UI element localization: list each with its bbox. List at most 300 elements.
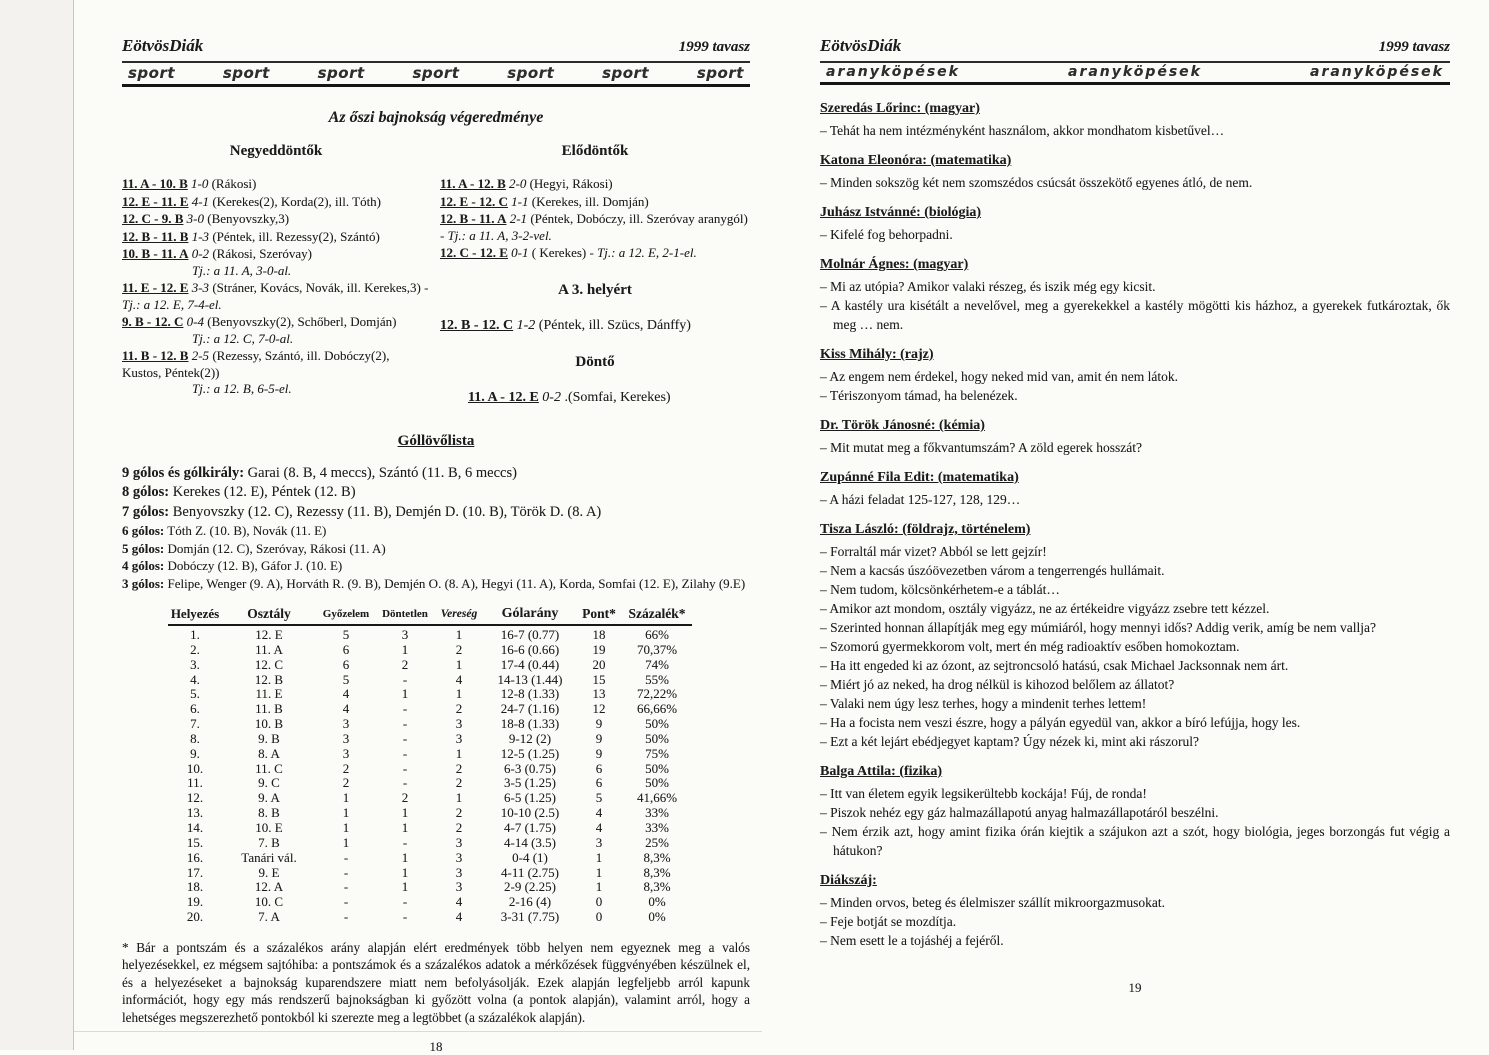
cell-wins: 1 <box>342 834 350 850</box>
quote-line: – Ha a focista nem veszi észre, hogy a pályán egyedül van, akkor a bíró lefújja, hogy les. <box>820 715 1301 730</box>
quote-section <box>820 101 1450 140</box>
cell-goal-ratio: 6-5 (1.25) <box>504 790 556 806</box>
match-pair: 12. E - 11. E <box>122 193 189 209</box>
cell-goal-ratio: 10-10 (2.5) <box>500 805 560 821</box>
cell-class: 11. C <box>255 760 283 776</box>
table-row <box>168 625 692 643</box>
cell-percent: 50% <box>645 716 669 732</box>
match-pair: 12. C - 12. E <box>440 245 508 260</box>
cell-wins: 5 <box>342 627 350 642</box>
cell-rank: 5. <box>190 686 200 702</box>
cell-percent: 74% <box>645 656 669 672</box>
quarterfinals-column <box>122 143 440 407</box>
quotes-list <box>820 173 1450 192</box>
quote-line: – Nem esett le a tojáshéj a fejéről. <box>820 933 1004 948</box>
match-tiebreak-note: - Tj.: a 12. E, 7-4-el. <box>122 280 429 312</box>
table-row <box>168 687 692 702</box>
cell-wins: 3 <box>342 745 350 761</box>
cell-class: 8. A <box>258 745 280 761</box>
cell-points: 15 <box>592 671 606 687</box>
cell-points: 12 <box>592 701 606 717</box>
scorer-count-label: 4 gólos: <box>122 558 165 573</box>
scorer-entry <box>122 483 750 503</box>
quote-line: – Feje botját se mozdítja. <box>820 914 957 929</box>
page-18-sport <box>122 36 750 1055</box>
cell-points: 9 <box>595 745 603 761</box>
cell-goal-ratio: 6-3 (0.75) <box>504 760 556 776</box>
scorer-entry <box>122 557 750 575</box>
scorer-names: Felipe, Wenger (9. A), Horváth R. (9. B), Demjén O. (8. A), Hegyi (11. A), Korda, Somfai (12. E), Zilahy (9.E) <box>167 575 746 591</box>
cell-class: 7. B <box>258 834 280 850</box>
cell-percent: 8,3% <box>643 864 671 880</box>
cell-points: 20 <box>592 656 606 672</box>
cell-wins: - <box>343 849 349 865</box>
cell-wins: - <box>343 879 349 895</box>
quote-line: – Itt van életem egyik legsikerültebb kockája! Fúj, de ronda! <box>820 786 1147 801</box>
cell-goal-ratio: 3-31 (7.75) <box>500 909 560 925</box>
match-score: 0-1 <box>511 245 529 260</box>
column-header: Döntetlen <box>376 606 434 625</box>
cell-percent: 0% <box>648 894 666 910</box>
scorer-names: Benyovszky (12. C), Rezessy (11. B), Demjén D. (10. B), Török D. (8. A) <box>172 503 602 520</box>
table-body <box>168 625 692 925</box>
cell-percent: 0% <box>648 909 666 925</box>
cell-points: 6 <box>595 775 603 791</box>
cell-points: 13 <box>592 686 606 702</box>
quotes-list <box>820 893 1450 950</box>
cell-draws: 1 <box>401 819 409 835</box>
cell-percent: 55% <box>645 671 669 687</box>
cell-percent: 41,66% <box>636 790 678 806</box>
cell-percent: 70,37% <box>636 641 678 657</box>
cell-rank: 4. <box>190 671 200 687</box>
quotes-list <box>820 277 1450 334</box>
third-place-match <box>440 317 750 334</box>
column-header: Százalék* <box>622 606 692 625</box>
band-word: aranyköpések <box>826 64 960 80</box>
column-header: Győzelem <box>316 606 376 625</box>
cell-rank: 7. <box>190 716 200 732</box>
issue-date: 1999 tavasz <box>1378 39 1450 55</box>
cell-wins: - <box>343 894 349 910</box>
table-row <box>168 791 692 806</box>
cell-class: 11. E <box>255 686 283 702</box>
match-result <box>122 176 430 193</box>
match-score: 3-3 <box>191 280 210 295</box>
cell-wins: 6 <box>342 656 350 672</box>
cell-losses: 2 <box>455 775 463 791</box>
table-row <box>168 880 692 895</box>
cell-goal-ratio: 14-13 (1.44) <box>497 671 563 687</box>
page-number-left: 18 <box>429 1039 443 1055</box>
cell-draws: - <box>402 745 408 761</box>
cell-rank: 10. <box>186 760 204 776</box>
cell-wins: 1 <box>342 819 350 835</box>
quote-line: – Miért jó az neked, ha drog nélkül is kihozod belőlem az állatot? <box>820 677 1175 692</box>
column-header: Vereség <box>434 606 484 625</box>
cell-points: 0 <box>595 909 603 925</box>
cell-class: 9. B <box>258 730 280 746</box>
quote-section <box>820 153 1450 192</box>
cell-class: 10. C <box>254 894 284 910</box>
results-columns <box>122 143 750 407</box>
cell-losses: 2 <box>455 760 463 776</box>
table-row <box>168 851 692 866</box>
cell-losses: 1 <box>455 790 463 806</box>
column-header: Helyezés <box>168 606 222 625</box>
teacher-heading: Szeredás Lőrinc: (magyar) <box>820 101 980 116</box>
quotes-list <box>820 367 1450 405</box>
cell-draws: - <box>402 894 408 910</box>
band-word: sport <box>128 64 176 82</box>
cell-points: 6 <box>595 760 603 776</box>
band-word: aranyköpések <box>1310 64 1444 80</box>
cell-draws: 1 <box>401 641 409 657</box>
teacher-heading: Kiss Mihály: (rajz) <box>820 347 934 362</box>
cell-losses: 1 <box>455 745 463 761</box>
cell-losses: 3 <box>455 730 463 746</box>
quote-line: – A kastély ura kisétált a nevelővel, meg a gyerekekkel a kastély mögötti kis házhoz, a gyerekek futkároztak, ők meg … nem. <box>820 298 1450 332</box>
cell-goal-ratio: 16-6 (0.66) <box>500 641 560 657</box>
cell-rank: 8. <box>190 730 200 746</box>
cell-rank: 18. <box>186 879 204 895</box>
cell-percent: 8,3% <box>643 849 671 865</box>
quote-line: – Szerinted honnan állapítják meg egy múmiáról, hogy mennyi idős? Addig verik, amíg be nem vallja? <box>820 620 1376 635</box>
cell-points: 3 <box>595 834 603 850</box>
cell-rank: 3. <box>190 656 200 672</box>
cell-draws: 2 <box>401 656 409 672</box>
match-result <box>440 211 750 244</box>
teacher-heading: Dr. Török Jánosné: (kémia) <box>820 418 985 433</box>
match-result <box>440 194 750 211</box>
cell-class: 12. B <box>254 671 284 687</box>
quotes-list <box>820 542 1450 751</box>
column-header: Gólarány <box>484 606 576 625</box>
match-score: 1-3 <box>191 228 210 244</box>
cell-losses: 4 <box>455 671 463 687</box>
cell-goal-ratio: 17-4 (0.44) <box>500 656 560 672</box>
match-scorers: ( Kerekes) <box>531 245 587 260</box>
quote-line: – Nem érzik azt, hogy amint fizika órán kiejtik a szájukon azt a szót, hogy biológia, jeges borzongás fut végig a hátukon? <box>820 824 1450 858</box>
cell-goal-ratio: 9-12 (2) <box>508 730 552 746</box>
quotes-list <box>820 121 1450 140</box>
table-row <box>168 643 692 658</box>
cell-points: 4 <box>595 805 603 821</box>
match-scorers: (Kerekes, ill. Domján) <box>531 193 649 209</box>
scorer-count-label: 3 gólos: <box>122 575 165 591</box>
quote-line: – Az engem nem érdekel, hogy neked mid van, amit én nem látok. <box>820 369 1179 384</box>
match-tiebreak-line: Tj.: a 11. A, 3-0-al. <box>192 262 292 278</box>
match-scorers: (Rezessy, Szántó, ill. Dobóczy(2), Kustos, Péntek(2)) <box>122 348 390 380</box>
match-result <box>440 245 750 262</box>
cell-wins: 2 <box>342 775 350 791</box>
match-result <box>122 194 430 211</box>
table-row <box>168 910 692 925</box>
cell-draws: 2 <box>401 790 409 806</box>
quote-line: – Minden sokszög két nem szomszédos csúcsát összekötő egyenes átló, de nem. <box>820 175 1253 190</box>
match-pair: 12. C - 9. B <box>122 211 184 226</box>
teacher-heading: Tisza László: (földrajz, történelem) <box>820 522 1031 537</box>
band-word: sport <box>602 64 650 82</box>
table-row <box>168 702 692 717</box>
match-scorers: (Stráner, Kovács, Novák, ill. Kerekes,3) <box>212 280 421 295</box>
table-row <box>168 776 692 791</box>
quote-sections <box>820 101 1450 950</box>
cell-draws: 1 <box>401 879 409 895</box>
match-scorers: (Kerekes(2), Korda(2), ill. Tóth) <box>212 193 382 209</box>
footnote: * Bár a pontszám és a százalékos arány alapján elért eredmények több helyen nem egyeznek meg a valós helyezésekkel, ez mégsem sajtóhiba: a pontszámok és a százalékos adatok a mérkőzések függvényében készülnek el, és a helyezéseket a bajnokság kuparendszere miatt nem befolyásolják. Ezek alapján legfeljebb arról kapunk információt, hogy egy más rendszerű bajnokságban ki győzött volna (a pontok alapján), valamint arról, hogy a lehetséges megszerezhető pontokból ki szerezte meg a legtöbbet (a százalékok alapján). <box>122 939 750 1025</box>
semifinals-list <box>440 176 750 262</box>
match-scorers: (Benyovszky,3) <box>207 211 290 226</box>
scorer-count-label: 7 gólos: <box>122 503 170 520</box>
match-result <box>122 280 430 313</box>
cell-goal-ratio: 3-5 (1.25) <box>504 775 556 791</box>
cell-losses: 2 <box>455 641 463 657</box>
cell-points: 1 <box>595 864 603 880</box>
table-row <box>168 762 692 777</box>
match-tiebreak-note: - Tj.: a 12. E, 2-1-el. <box>589 245 697 260</box>
teacher-heading: Balga Attila: (fizika) <box>820 764 943 779</box>
scan-edge-line <box>73 0 74 1050</box>
cell-rank: 14. <box>186 819 204 835</box>
cell-class: 12. C <box>254 656 284 672</box>
cell-class: 10. E <box>255 819 283 835</box>
cell-losses: 2 <box>455 701 463 717</box>
cell-draws: - <box>402 671 408 687</box>
third-place-heading: A 3. helyért <box>558 281 632 298</box>
standings-table <box>168 606 692 925</box>
match-score: 1-1 <box>511 193 529 209</box>
scorer-entry <box>122 540 750 558</box>
cell-draws: - <box>402 775 408 791</box>
quote-line: – Ha itt engeded ki az ózont, az sejtroncsoló hatású, csak Michael Jacksonnak nem árt. <box>820 658 1289 673</box>
scorer-entry <box>122 464 750 484</box>
cell-rank: 6. <box>190 701 200 717</box>
cell-points: 1 <box>595 849 603 865</box>
cell-wins: 3 <box>342 730 350 746</box>
match-score: 0-2 <box>542 389 561 405</box>
cell-goal-ratio: 4-14 (3.5) <box>504 834 556 850</box>
match-score: 2-1 <box>509 211 528 226</box>
cell-percent: 75% <box>645 745 669 761</box>
final-heading: Döntő <box>575 353 615 370</box>
cell-goal-ratio: 16-7 (0.77) <box>500 627 560 642</box>
teacher-heading: Zupánné Fila Edit: (matematika) <box>820 470 1019 485</box>
quote-line: – Amikor azt mondom, osztály vigyázz, ne az értékeidre vigyázz zsebre tett kézzel. <box>820 601 1270 616</box>
quote-section <box>820 873 1450 950</box>
cell-percent: 33% <box>645 819 669 835</box>
match-result <box>122 229 430 246</box>
match-pair: 11. A - 12. B <box>440 176 506 191</box>
teacher-heading: Molnár Ágnes: (magyar) <box>820 257 969 272</box>
match-pair: 12. B - 11. B <box>122 228 189 244</box>
scorer-count-label: 8 gólos: <box>122 484 170 500</box>
cell-goal-ratio: 2-16 (4) <box>508 894 552 910</box>
cell-rank: 11. <box>187 775 203 791</box>
quote-line: – Mi az utópia? Amikor valaki részeg, és iszik még egy kicsit. <box>820 279 1156 294</box>
match-pair: 9. B - 12. C <box>122 314 184 329</box>
cell-points: 4 <box>595 819 603 835</box>
scorer-count-label: 5 gólos: <box>122 540 165 556</box>
cell-points: 0 <box>595 894 603 910</box>
match-score: 4-1 <box>191 193 210 209</box>
quote-line: – Szomorú gyermekkorom volt, mert én még radioaktív esőben homokoztam. <box>820 639 1240 654</box>
match-score: 0-2 <box>191 246 210 261</box>
semifinals-heading: Elődöntők <box>561 143 629 159</box>
cell-class: Tanári vál. <box>241 849 297 865</box>
quote-line: – Mit mutat meg a főkvantumszám? A zöld egerek hosszát? <box>820 440 1143 455</box>
cell-losses: 2 <box>455 805 463 821</box>
cell-losses: 3 <box>455 849 463 865</box>
cell-draws: - <box>402 909 408 925</box>
cell-rank: 19. <box>186 894 204 910</box>
page-19-aranykopesek <box>820 36 1450 996</box>
cell-points: 19 <box>592 641 606 657</box>
cell-draws: - <box>402 716 408 732</box>
band-word: sport <box>317 64 365 82</box>
column-header: Osztály <box>222 606 316 625</box>
cell-percent: 66% <box>645 627 669 642</box>
match-scorers: (Péntek, ill. Szücs, Dánffy) <box>538 317 691 333</box>
table-row <box>168 747 692 762</box>
cell-goal-ratio: 18-8 (1.33) <box>500 716 560 732</box>
article-title: Az őszi bajnokság végeredménye <box>328 109 544 126</box>
final-match <box>440 389 750 406</box>
table-row <box>168 658 692 673</box>
cell-losses: 4 <box>455 909 463 925</box>
cell-rank: 13. <box>186 805 204 821</box>
cell-rank: 1. <box>190 627 200 642</box>
page-header-left <box>122 36 750 56</box>
cell-class: 8. B <box>258 805 280 821</box>
match-pair: 10. B - 11. A <box>122 246 189 261</box>
cell-draws: - <box>402 834 408 850</box>
cell-losses: 1 <box>455 686 463 702</box>
cell-wins: 2 <box>342 760 350 776</box>
issue-date: 1999 tavasz <box>678 39 750 55</box>
quote-section <box>820 418 1450 457</box>
cell-points: 18 <box>592 627 606 642</box>
scorer-names: Dobóczy (12. B), Gáfor J. (10. E) <box>167 558 343 573</box>
cell-percent: 8,3% <box>643 879 671 895</box>
quotes-list <box>820 438 1450 457</box>
quote-line: – Nem tudom, kölcsönkérhetem-e a táblát… <box>820 582 1060 597</box>
match-score: 0-4 <box>186 314 204 329</box>
table-row <box>168 836 692 851</box>
scorer-count-label: 9 gólos és gólkirály: <box>122 464 245 481</box>
cell-rank: 17. <box>186 864 204 880</box>
cell-class: 12. A <box>254 879 284 895</box>
quote-section <box>820 257 1450 334</box>
band-word: aranyköpések <box>1068 64 1202 80</box>
match-score: 2-0 <box>509 176 527 191</box>
cell-wins: 6 <box>342 641 350 657</box>
page-header-right <box>820 36 1450 56</box>
cell-class: 9. C <box>258 775 280 791</box>
cell-goal-ratio: 4-11 (2.75) <box>500 864 559 880</box>
cell-goal-ratio: 4-7 (1.75) <box>504 819 556 835</box>
match-scorers: (Rákosi) <box>211 176 257 191</box>
match-pair: 12. B - 11. A <box>440 211 507 226</box>
cell-wins: 1 <box>342 805 350 821</box>
table-row <box>168 717 692 732</box>
quote-line: – Kifelé fog behorpadni. <box>820 227 953 242</box>
cell-losses: 2 <box>455 819 463 835</box>
cell-goal-ratio: 12-5 (1.25) <box>500 745 560 761</box>
cell-draws: 1 <box>401 686 409 702</box>
match-scorers: (Benyovszky(2), Schőberl, Domján) <box>207 314 397 329</box>
cell-goal-ratio: 24-7 (1.16) <box>500 701 560 717</box>
table-row <box>168 821 692 836</box>
cell-draws: 1 <box>401 805 409 821</box>
cell-wins: 4 <box>342 686 350 702</box>
cell-losses: 3 <box>455 834 463 850</box>
cell-wins: 4 <box>342 701 350 717</box>
magazine-title: EötvösDiák <box>820 36 902 55</box>
band-word: sport <box>696 64 744 82</box>
cell-points: 1 <box>595 879 603 895</box>
table-row <box>168 895 692 910</box>
cell-rank: 16. <box>186 849 204 865</box>
cell-losses: 3 <box>455 716 463 732</box>
cell-goal-ratio: 2-9 (2.25) <box>504 879 556 895</box>
cell-percent: 72,22% <box>636 686 678 702</box>
scorer-names: Tóth Z. (10. B), Novák (11. E) <box>167 523 327 538</box>
cell-wins: 1 <box>342 790 350 806</box>
quotes-list <box>820 784 1450 860</box>
quote-line: – A házi feladat 125-127, 128, 129… <box>820 492 1021 507</box>
match-result <box>122 314 430 347</box>
match-tiebreak-line: Tj.: a 12. C, 7-0-al. <box>192 330 294 346</box>
cell-draws: 1 <box>401 864 409 880</box>
cell-draws: 1 <box>401 849 409 865</box>
match-scorers: (Péntek, Dobóczy, ill. Szeróvay aranygól) <box>530 211 748 226</box>
cell-draws: - <box>402 701 408 717</box>
cell-class: 10. B <box>254 716 284 732</box>
quote-section <box>820 470 1450 509</box>
cell-points: 5 <box>595 790 603 806</box>
match-result <box>122 246 430 279</box>
match-tiebreak-line: Tj.: a 12. B, 6-5-el. <box>192 381 292 396</box>
match-result <box>440 317 750 334</box>
scorer-count-label: 6 gólos: <box>122 523 165 538</box>
table-row <box>168 866 692 881</box>
cell-losses: 3 <box>455 879 463 895</box>
band-word: sport <box>507 64 555 82</box>
match-scorers: (Péntek, ill. Rezessy(2), Szántó) <box>212 228 380 244</box>
cell-class: 9. E <box>258 864 280 880</box>
quarterfinals-heading: Negyeddöntők <box>229 143 323 159</box>
band-word: sport <box>222 64 270 82</box>
cell-percent: 50% <box>645 775 669 791</box>
cell-class: 11. A <box>255 641 283 657</box>
cell-points: 9 <box>595 716 603 732</box>
semifinals-column <box>440 143 750 407</box>
cell-class: 9. A <box>258 790 280 806</box>
quote-section <box>820 347 1450 405</box>
table-row <box>168 732 692 747</box>
quotes-list <box>820 225 1450 244</box>
quotes-list <box>820 490 1450 509</box>
table-row <box>168 806 692 821</box>
match-scorers: (Rákosi, Szeróvay) <box>212 246 312 261</box>
match-pair: 11. A - 12. E <box>468 389 539 405</box>
scorer-names: Garai (8. B, 4 meccs), Szántó (11. B, 6 meccs) <box>247 464 517 481</box>
cell-wins: - <box>343 909 349 925</box>
cell-points: 9 <box>595 730 603 746</box>
match-pair: 11. B - 12. B <box>122 348 189 363</box>
cell-losses: 3 <box>455 864 463 880</box>
